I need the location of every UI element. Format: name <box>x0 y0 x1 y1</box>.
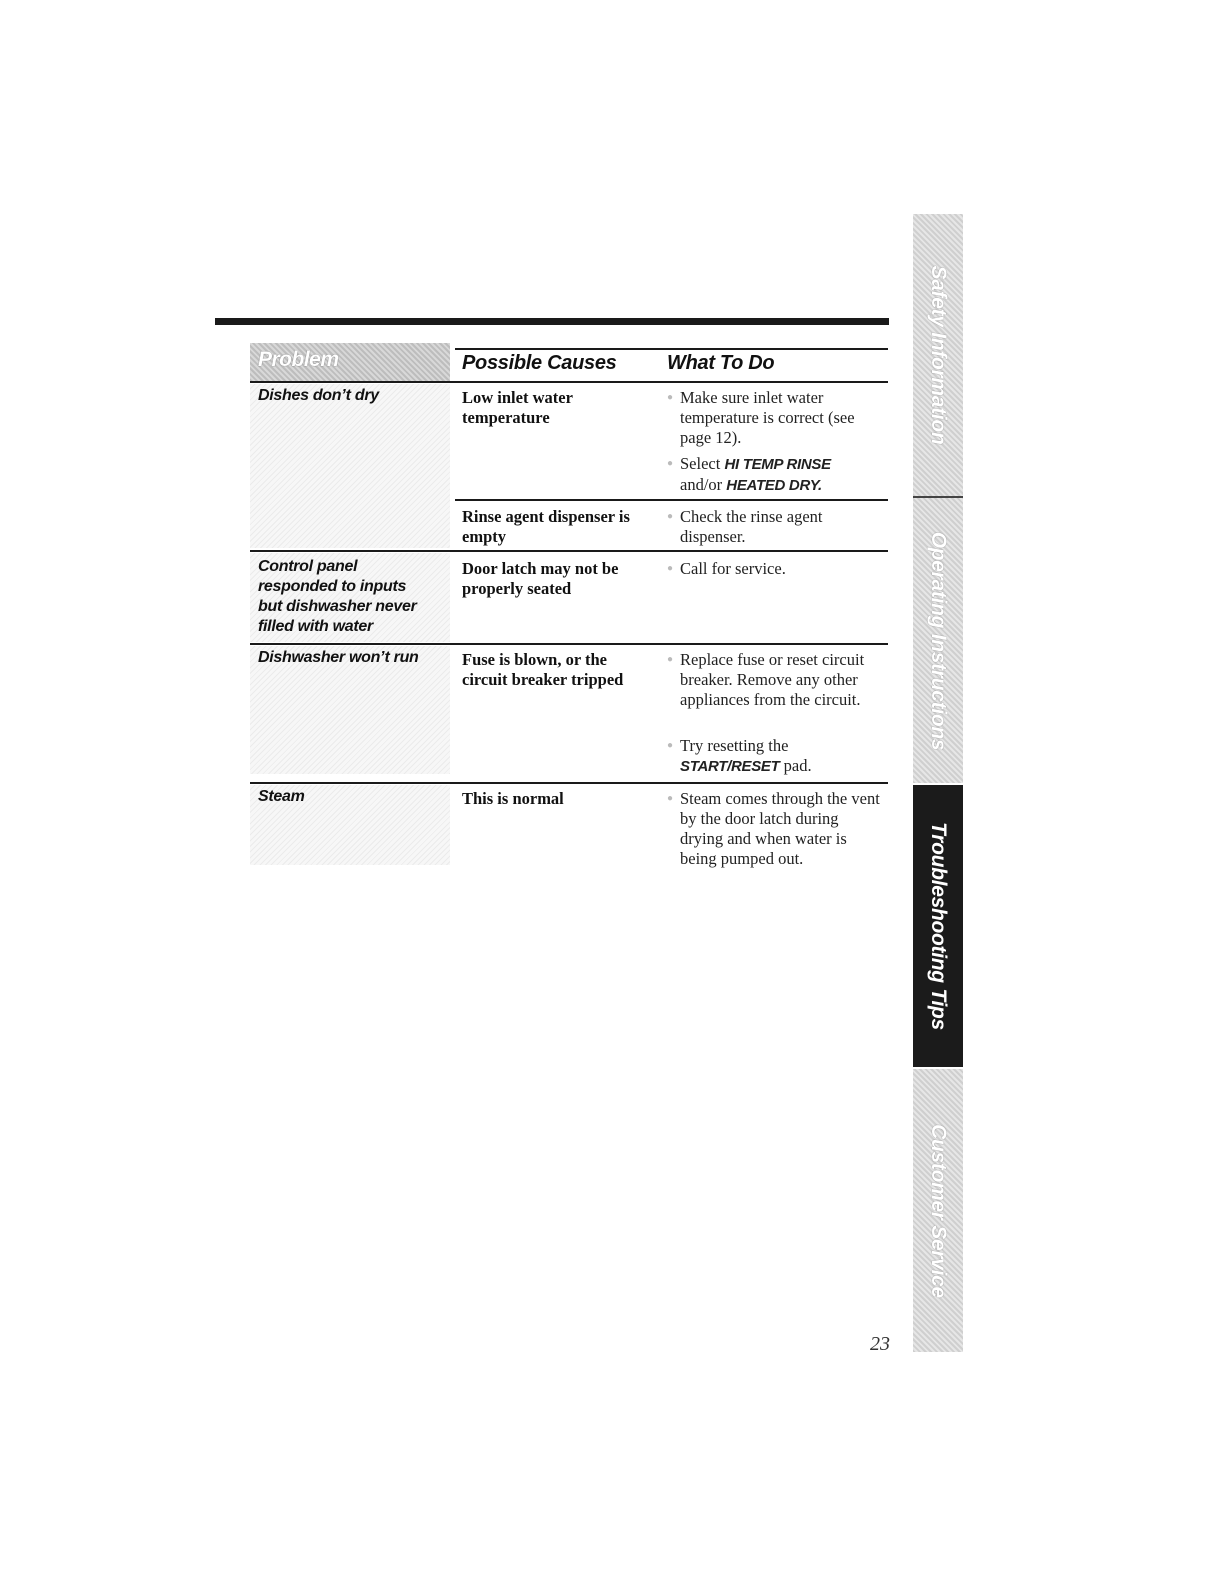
tab-safety-information[interactable] <box>913 214 963 496</box>
tab-customer-service[interactable] <box>913 1069 963 1352</box>
cause-text: Rinse agent dispenser is empty <box>462 507 630 546</box>
bullet-icon: ● <box>667 563 674 574</box>
todo-item <box>667 388 882 448</box>
todo-text: Check the rinse agent dispenser. <box>680 507 823 546</box>
todo-item <box>667 736 882 777</box>
bullet-icon: ● <box>667 392 674 403</box>
todo-text <box>667 736 855 777</box>
row-divider <box>455 499 888 501</box>
todo-column-header: What To Do <box>667 352 775 374</box>
cause-text: This is normal <box>462 789 564 808</box>
todo-item <box>667 650 882 710</box>
cause-text: Low inlet water temperature <box>462 388 573 427</box>
tab-label: Troubleshooting Tips <box>927 822 950 1030</box>
problem-text: Steam <box>258 788 305 805</box>
bullet-icon: ● <box>667 740 674 751</box>
tab-operating-instructions[interactable] <box>913 498 963 783</box>
top-rule <box>215 318 889 325</box>
todo-text-part: pad. <box>779 756 812 775</box>
todo-item <box>667 789 882 869</box>
problem-cell <box>250 384 450 548</box>
header-rule-bottom <box>250 381 888 383</box>
row-divider <box>250 782 888 784</box>
heated-dry-label: HEATED DRY. <box>726 477 822 494</box>
page-number: 23 <box>870 1333 890 1355</box>
cause-text: Door latch may not be properly seated <box>462 559 619 598</box>
todo-item <box>667 454 882 496</box>
hi-temp-rinse-label: HI TEMP RINSE <box>724 456 831 473</box>
problem-column-header <box>250 343 450 381</box>
todo-text: Call for service. <box>680 559 786 578</box>
todo-text <box>667 454 855 496</box>
problem-text: Control panel responded to inputs but dishwasher never filled with water <box>258 558 417 635</box>
bullet-icon: ● <box>667 458 674 469</box>
todo-item <box>667 559 882 579</box>
problem-text: Dishes don’t dry <box>258 387 379 404</box>
todo-text-part: Select <box>680 454 725 473</box>
todo-text-part: and/or <box>680 475 727 494</box>
causes-column-header: Possible Causes <box>462 352 617 374</box>
tab-label: Operating Instructions <box>927 531 950 750</box>
tab-label: Customer Service <box>927 1123 950 1298</box>
tab-troubleshooting-tips[interactable] <box>913 785 963 1067</box>
row-divider <box>250 550 888 552</box>
bullet-icon: ● <box>667 511 674 522</box>
problem-text: Dishwasher won’t run <box>258 649 419 666</box>
cause-text: Fuse is blown, or the circuit breaker tripped <box>462 650 624 689</box>
todo-text: Make sure inlet water temperature is correct (see page 12). <box>680 388 855 447</box>
row-divider <box>250 643 888 645</box>
todo-item <box>667 507 882 547</box>
start-reset-label: START/RESET <box>680 758 780 775</box>
problem-header-label: Problem <box>258 348 339 371</box>
bullet-icon: ● <box>667 793 674 804</box>
bullet-icon: ● <box>667 654 674 665</box>
tab-label: Safety Information <box>927 265 950 445</box>
todo-text: Steam comes through the vent by the door latch during drying and when water is being pumped out. <box>680 789 880 868</box>
todo-text-part: Try resetting the <box>680 736 789 755</box>
header-rule-top <box>455 348 888 350</box>
todo-text: Replace fuse or reset circuit breaker. Remove any other appliances from the circuit. <box>680 650 865 709</box>
